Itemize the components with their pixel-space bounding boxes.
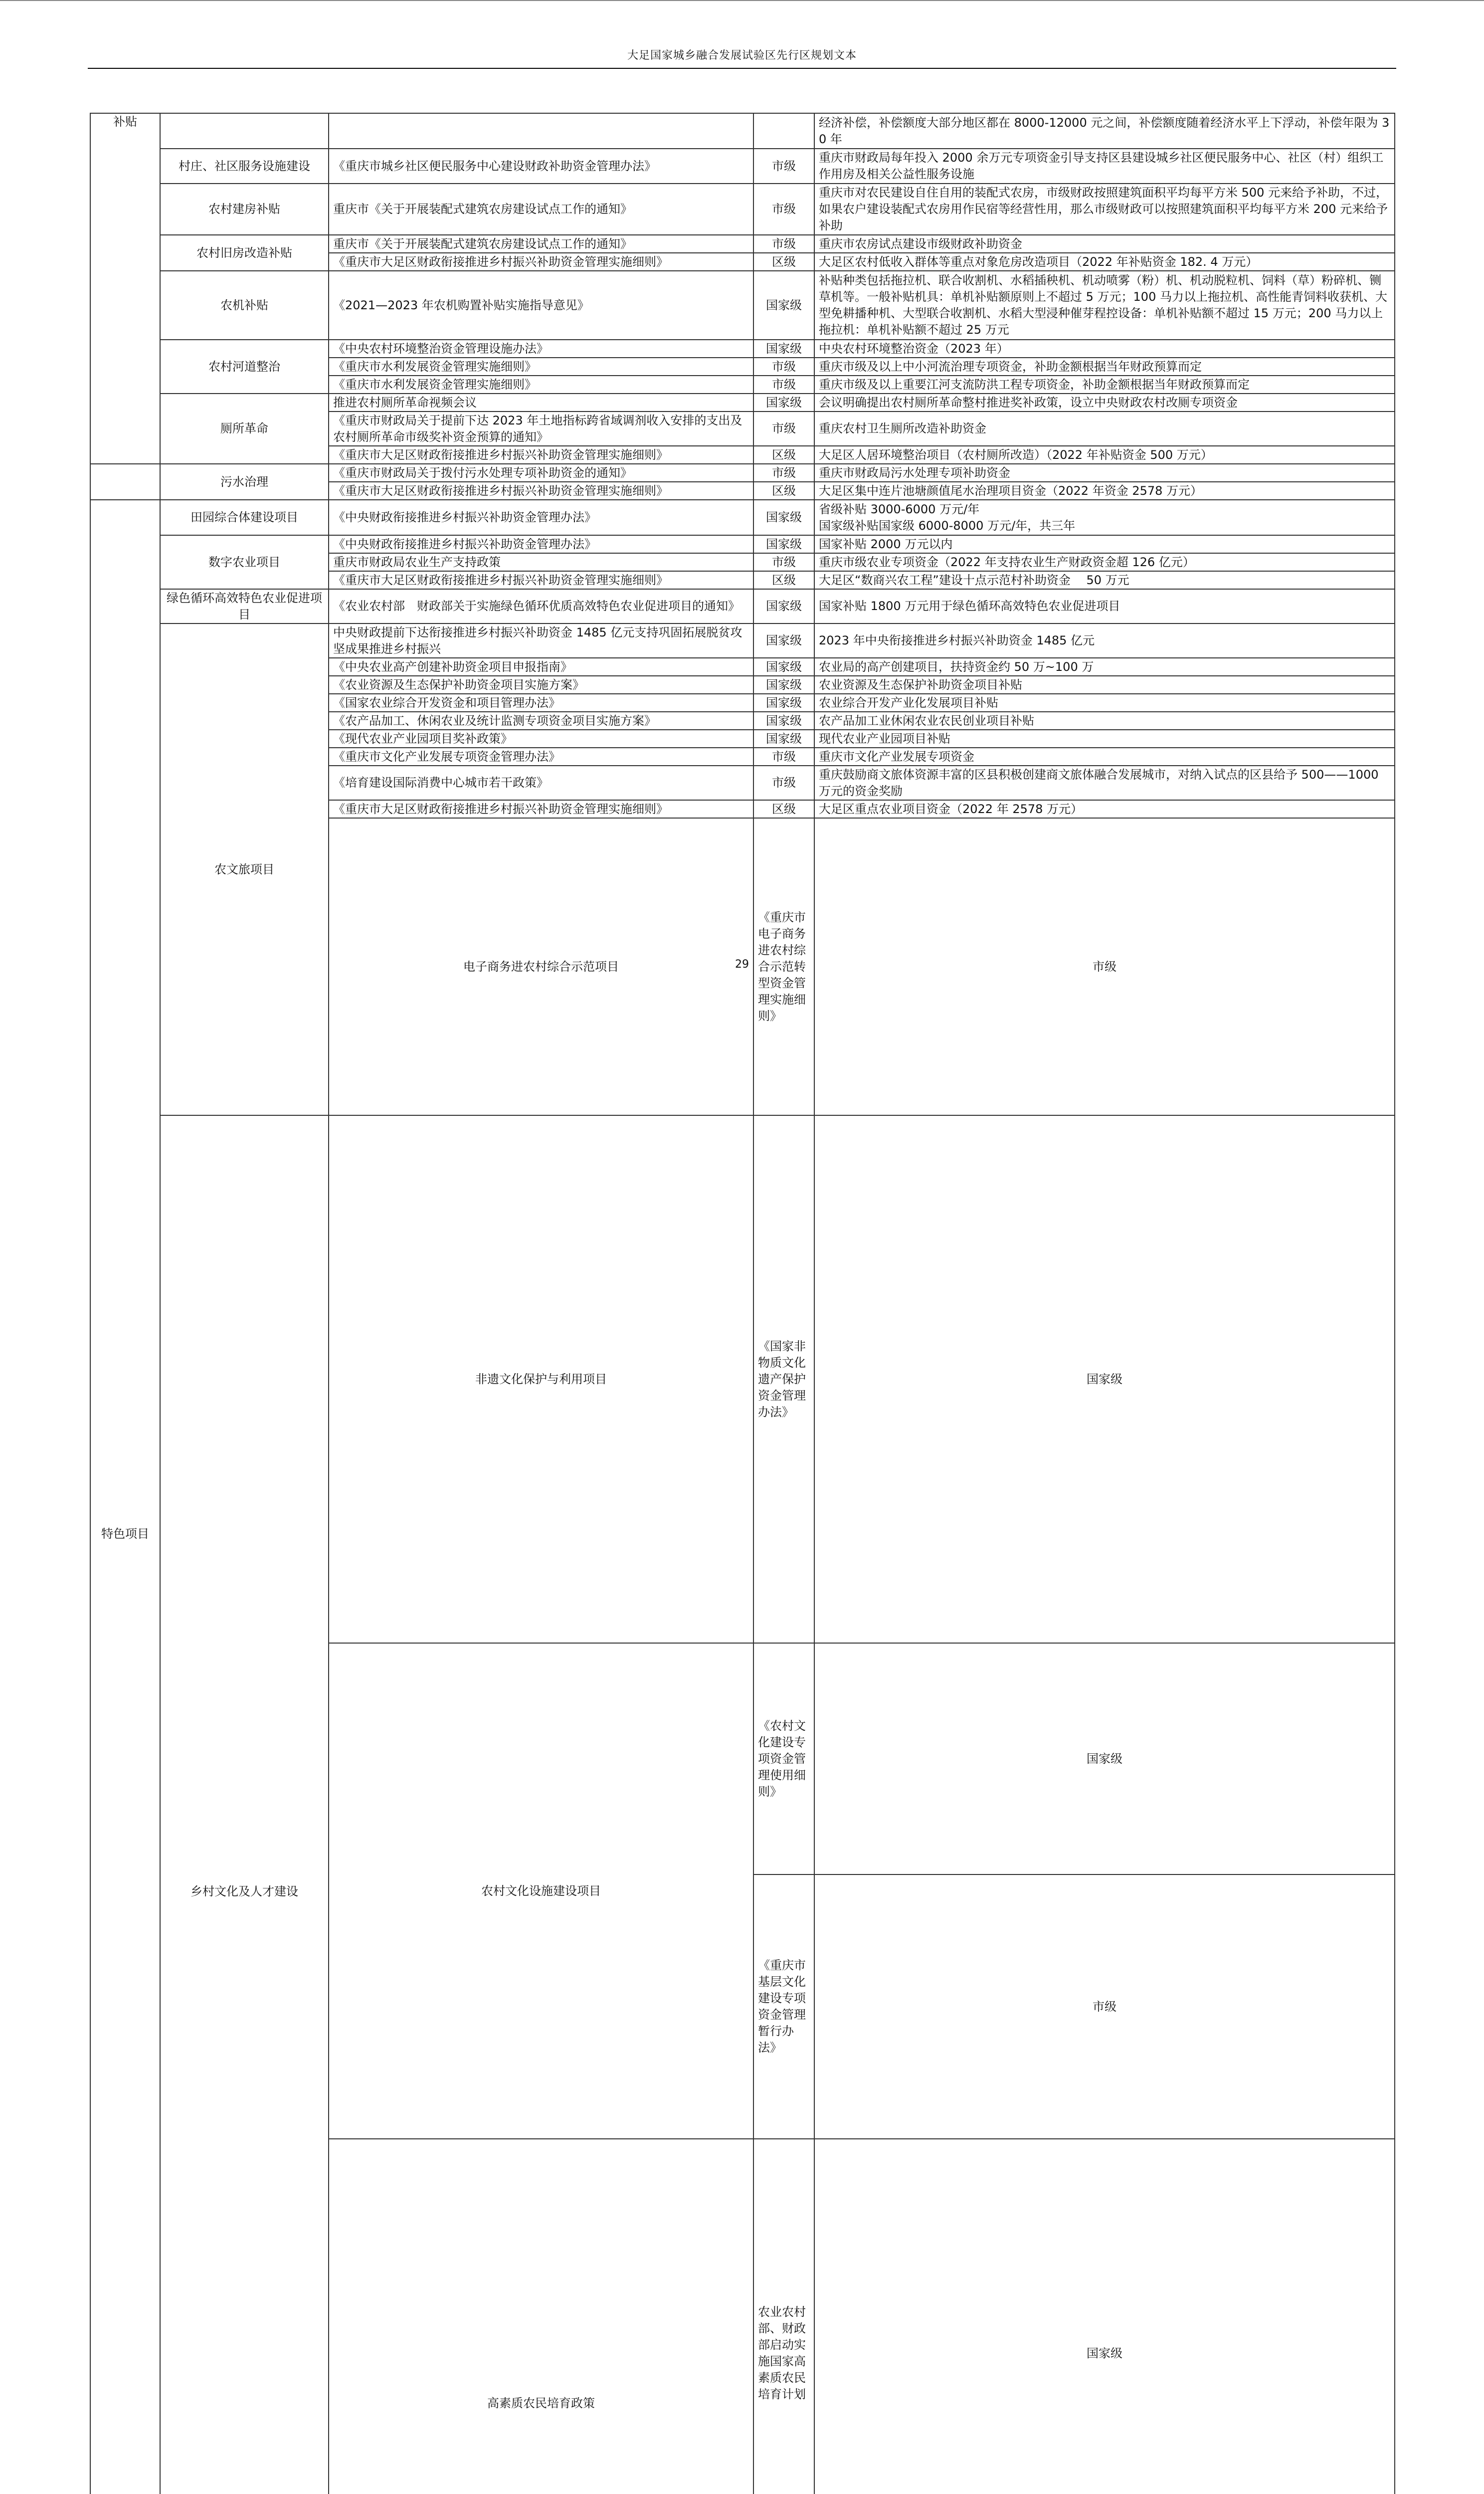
table-row — [90, 271, 1395, 340]
level-cell: 市级 — [753, 766, 814, 800]
project-name-cell: 农文旅项目 — [160, 624, 329, 1115]
policy-document-cell: 中央财政提前下达衔接推进乡村振兴补助资金 1485 亿元支持巩固拓展脱贫攻坚成果推进乡村振兴 — [329, 624, 753, 658]
header-rule — [88, 68, 1396, 69]
top-border-line — [0, 0, 1484, 1]
project-name-cell: 绿色循环高效特色农业促进项目 — [160, 589, 329, 624]
policy-document-cell: 《重庆市大足区财政衔接推进乡村振兴补助资金管理实施细则》 — [329, 571, 753, 589]
policy-document-cell: 《2021—2023 年农机购置补贴实施指导意见》 — [329, 271, 753, 340]
project-name-cell: 村庄、社区服务设施建设 — [160, 149, 329, 184]
project-name-cell: 电子商务进农村综合示范项目 — [329, 818, 753, 1115]
subsidy-content-cell: 重庆市文化产业发展专项资金 — [814, 748, 1395, 766]
policy-document-cell: 《重庆市城乡社区便民服务中心建设财政补助资金管理办法》 — [329, 149, 753, 184]
subsidy-content-cell: 大足区人居环境整治项目（农村厕所改造）（2022 年补贴资金 500 万元） — [814, 446, 1395, 464]
level-cell: 国家级 — [814, 1115, 1395, 1643]
subsidy-content-cell: 重庆鼓励商文旅体资源丰富的区县积极创建商文旅体融合发展城市，对纳入试点的区县给予 500——1000 万元的资金奖励 — [814, 766, 1395, 800]
level-cell: 国家级 — [753, 730, 814, 748]
subsidy-content-cell: 重庆市对农民建设自住自用的装配式农房，市级财政按照建筑面积平均每平方米 500 元来给予补助，不过，如果农户建设装配式农房用作民宿等经营性用，那么市级财政可以按照建筑面积平均每平方米 200 元来给予补助 — [814, 184, 1395, 235]
policy-document-cell: 《农产品加工、休闲农业及统计监测专项资金项目实施方案》 — [329, 712, 753, 730]
subsidy-content-cell: 重庆市财政局污水处理专项补助资金 — [814, 464, 1395, 482]
subsidy-content-cell: 会议明确提出农村厕所革命整村推进奖补政策，设立中央财政农村改厕专项资金 — [814, 394, 1395, 412]
category-cell — [90, 464, 160, 500]
policy-document-cell: 《现代农业产业园项目奖补政策》 — [329, 730, 753, 748]
subsidy-content-cell: 重庆市级及以上重要江河支流防洪工程专项资金，补助金额根据当年财政预算而定 — [814, 376, 1395, 394]
policy-document-cell: 《重庆市财政局关于拨付污水处理专项补助资金的通知》 — [329, 464, 753, 482]
subsidy-content-cell: 重庆市农房试点建设市级财政补助资金 — [814, 235, 1395, 253]
subsidy-content-cell: 重庆市财政局每年投入 2000 余万元专项资金引导支持区县建设城乡社区便民服务中心、社区（村）组织工作用房及相关公益性服务设施 — [814, 149, 1395, 184]
level-cell: 市级 — [753, 748, 814, 766]
level-cell: 市级 — [753, 464, 814, 482]
level-cell: 市级 — [753, 358, 814, 376]
table-row — [90, 589, 1395, 624]
table-row — [90, 340, 1395, 358]
level-cell: 区级 — [753, 571, 814, 589]
table-row — [90, 464, 1395, 482]
level-cell: 国家级 — [753, 589, 814, 624]
subsidy-content-cell: 农产品加工业休闲农业农民创业项目补贴 — [814, 712, 1395, 730]
policy-document-cell: 《中央财政衔接推进乡村振兴补助资金管理办法》 — [329, 500, 753, 535]
project-name-cell: 农村旧房改造补贴 — [160, 235, 329, 271]
level-cell: 市级 — [753, 412, 814, 446]
policy-document-cell: 《重庆市水利发展资金管理实施细则》 — [329, 358, 753, 376]
policy-document-cell: 《农业资源及生态保护补助资金项目实施方案》 — [329, 676, 753, 694]
level-cell: 国家级 — [753, 394, 814, 412]
subsidy-content-cell: 农业局的高产创建项目，扶持资金约 50 万~100 万 — [814, 658, 1395, 676]
table-row — [90, 113, 1395, 149]
policy-document-cell: 《中央财政衔接推进乡村振兴补助资金管理办法》 — [329, 535, 753, 553]
policy-document-cell: 重庆市财政局农业生产支持政策 — [329, 553, 753, 571]
subsidy-content-cell: 2023 年中央衔接推进乡村振兴补助资金 1485 亿元 — [814, 624, 1395, 658]
level-cell: 国家级 — [753, 340, 814, 358]
subsidy-content-cell: 现代农业产业园项目补贴 — [814, 730, 1395, 748]
level-cell: 国家级 — [814, 2139, 1395, 2494]
level-cell: 市级 — [753, 235, 814, 253]
policy-document-cell: 《中央农业高产创建补助资金项目申报指南》 — [329, 658, 753, 676]
policy-document-cell: 《国家农业综合开发资金和项目管理办法》 — [329, 694, 753, 712]
project-name-cell: 农村河道整治 — [160, 340, 329, 394]
policy-document-cell: 推进农村厕所革命视频会议 — [329, 394, 753, 412]
subsidy-content-cell: 大足区“数商兴农工程”建设十点示范村补助资金 50 万元 — [814, 571, 1395, 589]
policy-document-cell: 《重庆市文化产业发展专项资金管理办法》 — [329, 748, 753, 766]
category-cell: 乡村文化及人才建设 — [160, 1115, 329, 2494]
level-cell: 市级 — [814, 818, 1395, 1115]
level-cell: 区级 — [753, 482, 814, 500]
level-cell: 区级 — [753, 253, 814, 271]
subsidy-content-cell: 补贴种类包括拖拉机、联合收割机、水稻插秧机、机动喷雾（粉）机、机动脱粒机、饲料（草）粉碎机、铡草机等。一般补贴机具：单机补贴额原则上不超过 5 万元；100 马力以上拖拉机、高性能青饲料收获机、大型免耕播种机、大型联合收割机、水稻大型浸种催芽程控设备：单机补贴额不超过 15 万元；200 马力以上拖拉机：单机补贴额不超过 25 万元 — [814, 271, 1395, 340]
project-name-cell: 非遗文化保护与利用项目 — [329, 1115, 753, 1643]
project-name-cell: 污水治理 — [160, 464, 329, 500]
policy-table-body — [90, 113, 1395, 2494]
subsidy-content-cell: 国家补贴 1800 万元用于绿色循环高效特色农业促进项目 — [814, 589, 1395, 624]
policy-document-cell: 《重庆市电子商务进农村综合示范转型资金管理实施细则》 — [753, 818, 814, 1115]
subsidy-content-cell: 重庆市级及以上中小河流治理专项资金，补助金额根据当年财政预算而定 — [814, 358, 1395, 376]
table-row — [90, 1115, 1395, 1643]
table-row — [90, 500, 1395, 535]
level-cell: 区级 — [753, 800, 814, 818]
table-row — [90, 184, 1395, 235]
level-cell: 市级 — [753, 553, 814, 571]
level-cell: 国家级 — [753, 694, 814, 712]
level-cell: 国家级 — [753, 271, 814, 340]
level-cell: 国家级 — [753, 624, 814, 658]
level-cell: 市级 — [814, 1874, 1395, 2139]
subsidy-content-cell: 中央农村环境整治资金（2023 年） — [814, 340, 1395, 358]
subsidy-content-cell: 大足区农村低收入群体等重点对象危房改造项目（2022 年补贴资金 182. 4 万元） — [814, 253, 1395, 271]
policy-document-cell: 《重庆市基层文化建设专项资金管理暂行办法》 — [753, 1874, 814, 2139]
project-name-cell — [160, 113, 329, 149]
level-cell: 国家级 — [753, 676, 814, 694]
table-row — [90, 394, 1395, 412]
category-cell: 补贴 — [90, 113, 160, 464]
policy-document-cell: 《重庆市水利发展资金管理实施细则》 — [329, 376, 753, 394]
level-cell: 国家级 — [753, 500, 814, 535]
level-cell: 市级 — [753, 184, 814, 235]
policy-document-cell: 《重庆市大足区财政衔接推进乡村振兴补助资金管理实施细则》 — [329, 800, 753, 818]
policy-document-cell: 《重庆市财政局关于提前下达 2023 年土地指标跨省域调剂收入安排的支出及农村厕所革命市级奖补资金预算的通知》 — [329, 412, 753, 446]
level-cell: 国家级 — [753, 535, 814, 553]
policy-document-cell: 重庆市《关于开展装配式建筑农房建设试点工作的通知》 — [329, 184, 753, 235]
table-row — [90, 235, 1395, 253]
policy-document-cell: 重庆市《关于开展装配式建筑农房建设试点工作的通知》 — [329, 235, 753, 253]
subsidy-content-cell: 农业综合开发产业化发展项目补贴 — [814, 694, 1395, 712]
subsidy-content-cell: 重庆市级农业专项资金（2022 年支持农业生产财政资金超 126 亿元） — [814, 553, 1395, 571]
level-cell: 国家级 — [753, 658, 814, 676]
table-row — [90, 624, 1395, 658]
level-cell: 市级 — [753, 376, 814, 394]
subsidy-content-cell: 国家补贴 2000 万元以内 — [814, 535, 1395, 553]
project-name-cell: 高素质农民培育政策 — [329, 2139, 753, 2494]
subsidy-content-cell: 大足区集中连片池塘颜值尾水治理项目资金（2022 年资金 2578 万元） — [814, 482, 1395, 500]
header-title: 大足国家城乡融合发展试验区先行区规划文本 — [627, 49, 857, 62]
policy-document-cell: 《重庆市大足区财政衔接推进乡村振兴补助资金管理实施细则》 — [329, 482, 753, 500]
project-name-cell: 农村建房补贴 — [160, 184, 329, 235]
level-cell: 国家级 — [753, 712, 814, 730]
subsidy-content-cell: 农业资源及生态保护补助资金项目补贴 — [814, 676, 1395, 694]
project-name-cell: 田园综合体建设项目 — [160, 500, 329, 535]
project-name-cell: 厕所革命 — [160, 394, 329, 464]
policy-document-cell: 《农村文化建设专项资金管理使用细则》 — [753, 1643, 814, 1874]
subsidy-content-cell: 省级补贴 3000-6000 万元/年 国家级补贴国家级 6000-8000 万元/年，共三年 — [814, 500, 1395, 535]
policy-document-cell: 《农业农村部 财政部关于实施绿色循环优质高效特色农业促进项目的通知》 — [329, 589, 753, 624]
level-cell: 市级 — [753, 149, 814, 184]
table-row — [90, 535, 1395, 553]
policy-document-cell — [329, 113, 753, 149]
subsidy-content-cell: 大足区重点农业项目资金（2022 年 2578 万元） — [814, 800, 1395, 818]
level-cell: 区级 — [753, 446, 814, 464]
policy-document-cell: 《重庆市大足区财政衔接推进乡村振兴补助资金管理实施细则》 — [329, 253, 753, 271]
subsidy-content-cell: 经济补偿，补偿额度大部分地区都在 8000-12000 元之间，补偿额度随着经济水平上下浮动，补偿年限为 30 年 — [814, 113, 1395, 149]
subsidy-content-cell: 重庆农村卫生厕所改造补助资金 — [814, 412, 1395, 446]
project-name-cell: 农机补贴 — [160, 271, 329, 340]
policy-document-cell: 农业农村部、财政部启动实施国家高素质农民培育计划 — [753, 2139, 814, 2494]
policy-document-cell: 《中央农村环境整治资金管理设施办法》 — [329, 340, 753, 358]
level-cell — [753, 113, 814, 149]
project-name-cell: 数字农业项目 — [160, 535, 329, 589]
policy-document-cell: 《培育建设国际消费中心城市若干政策》 — [329, 766, 753, 800]
page-number: 29 — [735, 958, 749, 971]
level-cell: 国家级 — [814, 1643, 1395, 1874]
policy-document-cell: 《重庆市大足区财政衔接推进乡村振兴补助资金管理实施细则》 — [329, 446, 753, 464]
table-row — [90, 149, 1395, 184]
project-name-cell: 农村文化设施建设项目 — [329, 1643, 753, 2139]
policy-document-cell: 《国家非物质文化遗产保护资金管理办法》 — [753, 1115, 814, 1643]
category-cell: 特色项目 — [90, 500, 160, 2494]
policy-table — [90, 113, 1395, 2494]
